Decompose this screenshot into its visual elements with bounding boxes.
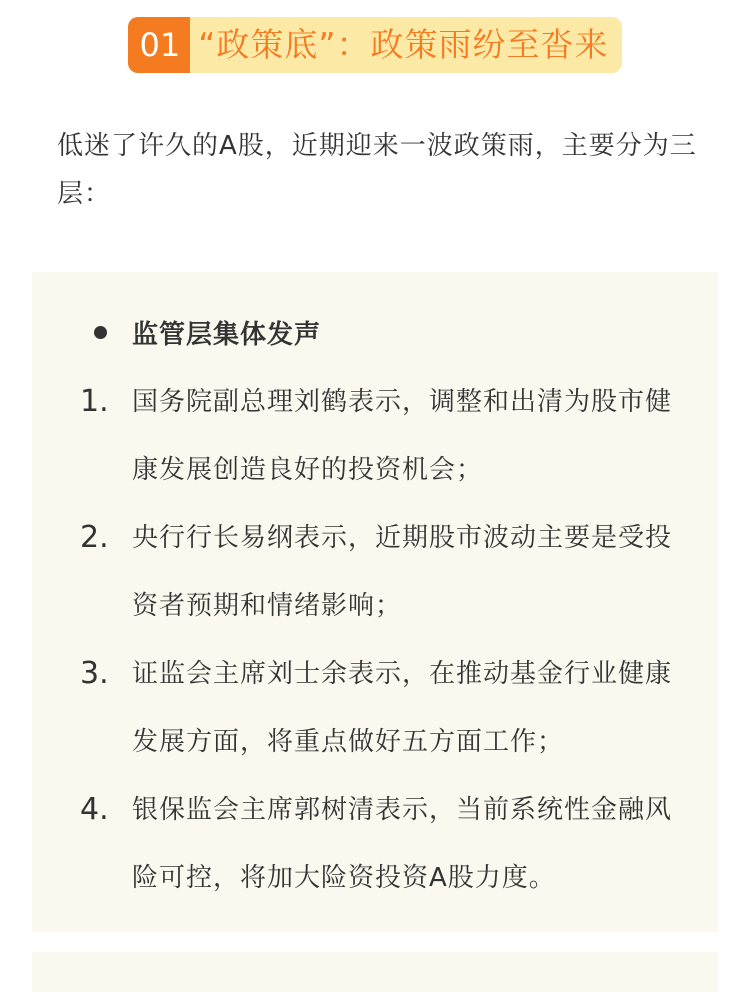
bullet-heading: [94, 314, 321, 351]
list-item: [80, 368, 700, 504]
list-item-number: 2.: [80, 520, 109, 555]
next-card: [32, 952, 718, 992]
list-item-number: 3.: [80, 656, 109, 691]
list-item-number: 1.: [80, 384, 109, 419]
list-item-text: 央行行长易纲表示，近期股市波动主要是受投资者预期和情绪影响；: [132, 523, 673, 621]
list-item-text: 银保监会主席郭树清表示，当前系统性金融风险可控，将加大险资投资A股力度。: [132, 795, 673, 893]
list-item: [80, 504, 700, 640]
list-item: [80, 640, 700, 776]
policy-card: [32, 272, 718, 932]
list-item-text: 证监会主席刘士余表示，在推动基金行业健康发展方面，将重点做好五方面工作；: [132, 659, 673, 757]
list-item-number: 4.: [80, 792, 109, 827]
section-number: 01: [128, 17, 191, 73]
section-heading: [128, 17, 623, 73]
intro-paragraph: 低迷了许久的A股，近期迎来一波政策雨，主要分为三层：: [57, 131, 697, 209]
section-title: “政策底”：政策雨纷至沓来: [198, 25, 609, 64]
statement-list: [80, 368, 700, 912]
section-heading-wrapper: [0, 17, 750, 73]
bullet-heading-text: 监管层集体发声: [132, 320, 322, 350]
bullet-dot-icon: [94, 326, 107, 339]
list-item: [80, 776, 700, 912]
list-item-text: 国务院副总理刘鹤表示，调整和出清为股市健康发展创造良好的投资机会；: [132, 387, 673, 485]
